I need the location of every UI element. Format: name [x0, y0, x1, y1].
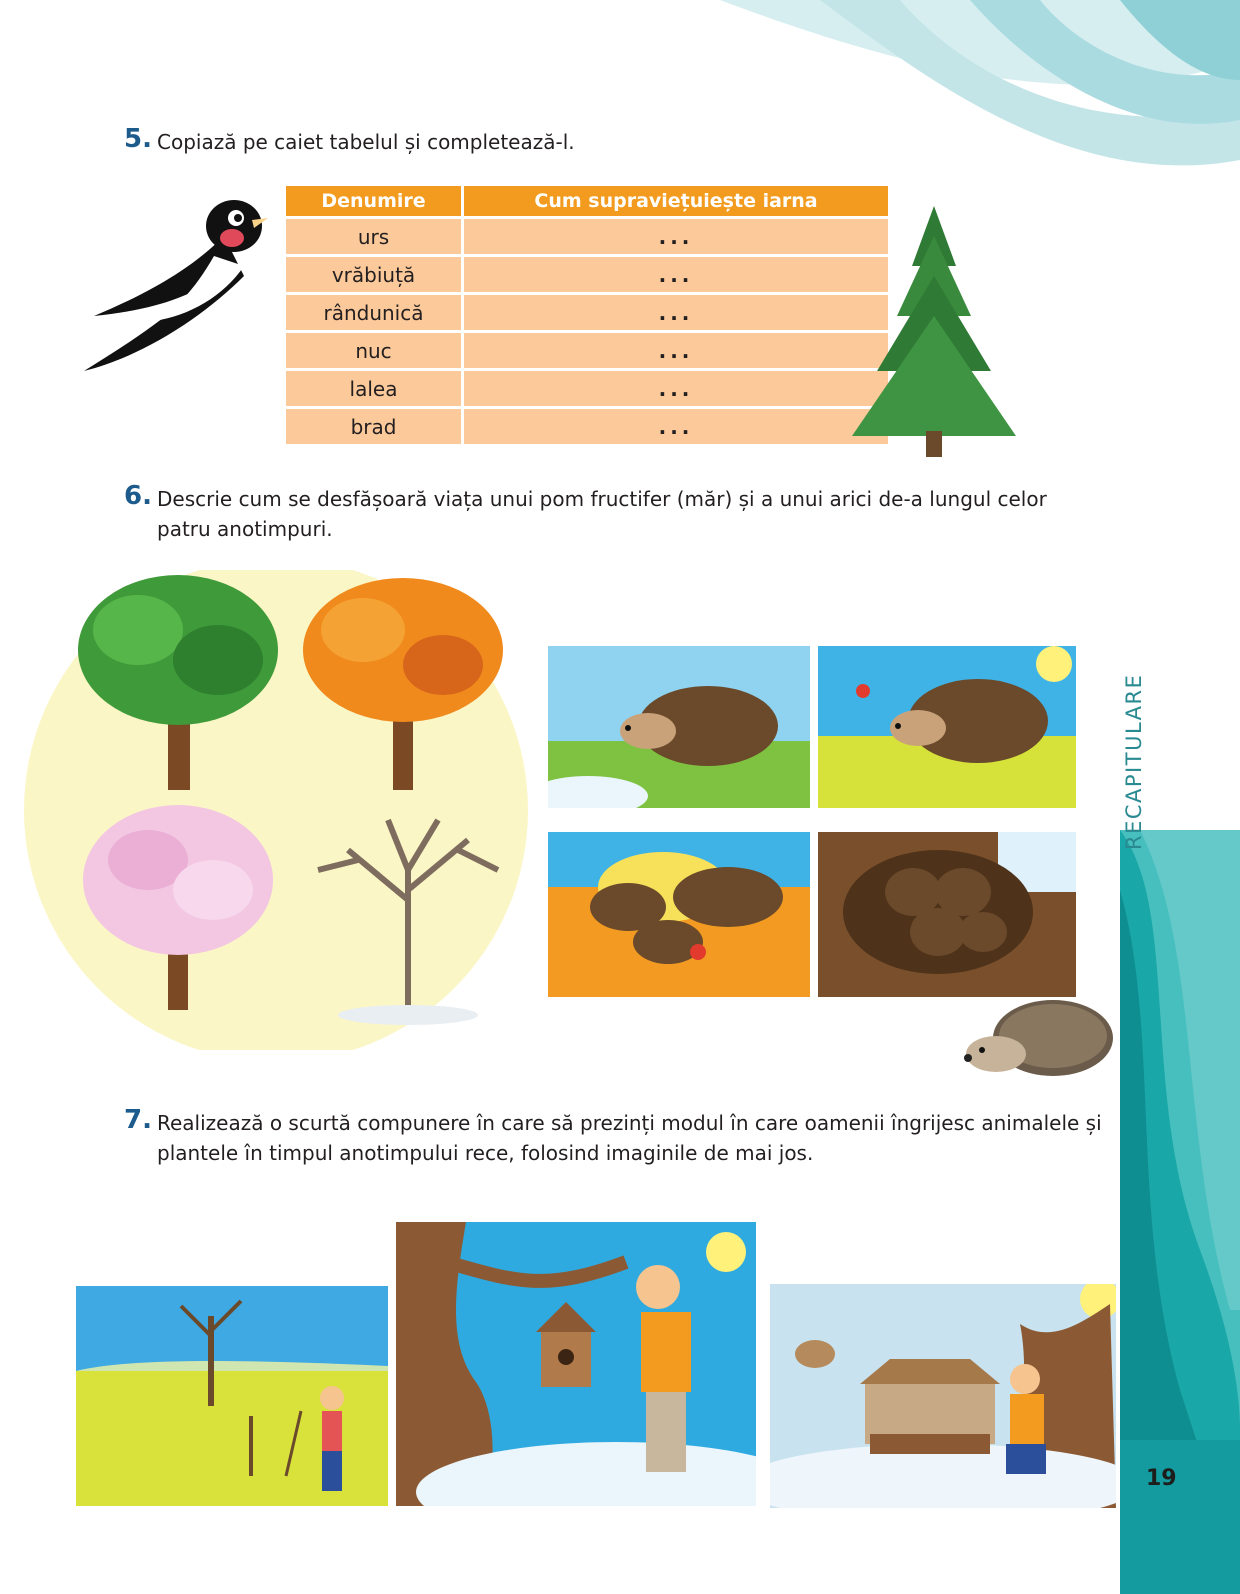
decorative-side-band: [1120, 830, 1240, 1594]
table-row: [286, 257, 891, 295]
hedgehog-autumn-panel: [548, 832, 810, 997]
table-cell-answer: ...: [464, 409, 891, 447]
feeder-scene-image: [770, 1284, 1116, 1508]
table-header-name: Denumire: [286, 186, 464, 219]
exercise-7-number: 7.: [124, 1105, 152, 1135]
table-cell-answer: ...: [464, 295, 891, 333]
exercise-5-text: Copiază pe caiet tabelul și completează-l.: [157, 130, 575, 154]
hedgehog-winter-panel: [818, 832, 1076, 997]
page-number: 19: [1146, 1466, 1177, 1491]
section-label: RECAPITULARE: [1122, 673, 1146, 850]
hedgehog-summer-panel: [818, 646, 1076, 808]
exercise-7-line-2: plantele în timpul anotimpului rece, folosind imaginile de mai jos.: [157, 1141, 814, 1165]
exercise-5-number: 5.: [124, 124, 152, 154]
table-row: [286, 371, 891, 409]
apple-tree-seasons-illustration: [18, 570, 530, 1050]
exercise-6-number: 6.: [124, 481, 152, 511]
table-header-row: [286, 186, 891, 219]
table-cell-answer: ...: [464, 371, 891, 409]
swallow-illustration: [84, 196, 274, 376]
table-cell-name: vrăbiuță: [286, 257, 464, 295]
table-cell-answer: ...: [464, 333, 891, 371]
survival-table: [286, 186, 891, 447]
exercise-6: [124, 481, 1084, 544]
exercise-5: [124, 124, 1024, 157]
gardening-scene-image: [76, 1286, 388, 1506]
table-cell-answer: ...: [464, 257, 891, 295]
table-cell-name: nuc: [286, 333, 464, 371]
table-cell-name: rândunică: [286, 295, 464, 333]
table-cell-name: urs: [286, 219, 464, 257]
exercise-7-line-1: Realizează o scurtă compunere în care să prezinți modul în care oamenii îngrijesc animalele și: [157, 1111, 1102, 1135]
table-row: [286, 333, 891, 371]
table-cell-name: brad: [286, 409, 464, 447]
table-cell-name: lalea: [286, 371, 464, 409]
table-row: [286, 295, 891, 333]
fir-tree-illustration: [846, 206, 1022, 460]
table-row: [286, 409, 891, 447]
exercise-6-line-2: patru anotimpuri.: [157, 517, 333, 541]
hedgehog-illustration: [958, 990, 1118, 1080]
table-header-survival: Cum supraviețuiește iarna: [464, 186, 891, 219]
table-row: [286, 219, 891, 257]
exercise-6-line-1: Descrie cum se desfășoară viața unui pom fructifer (măr) și a unui arici de-a lungul celor: [157, 487, 1047, 511]
table-cell-answer: ...: [464, 219, 891, 257]
exercise-7: [124, 1105, 1104, 1168]
hedgehog-spring-panel: [548, 646, 810, 808]
birdhouse-scene-image: [396, 1222, 756, 1506]
